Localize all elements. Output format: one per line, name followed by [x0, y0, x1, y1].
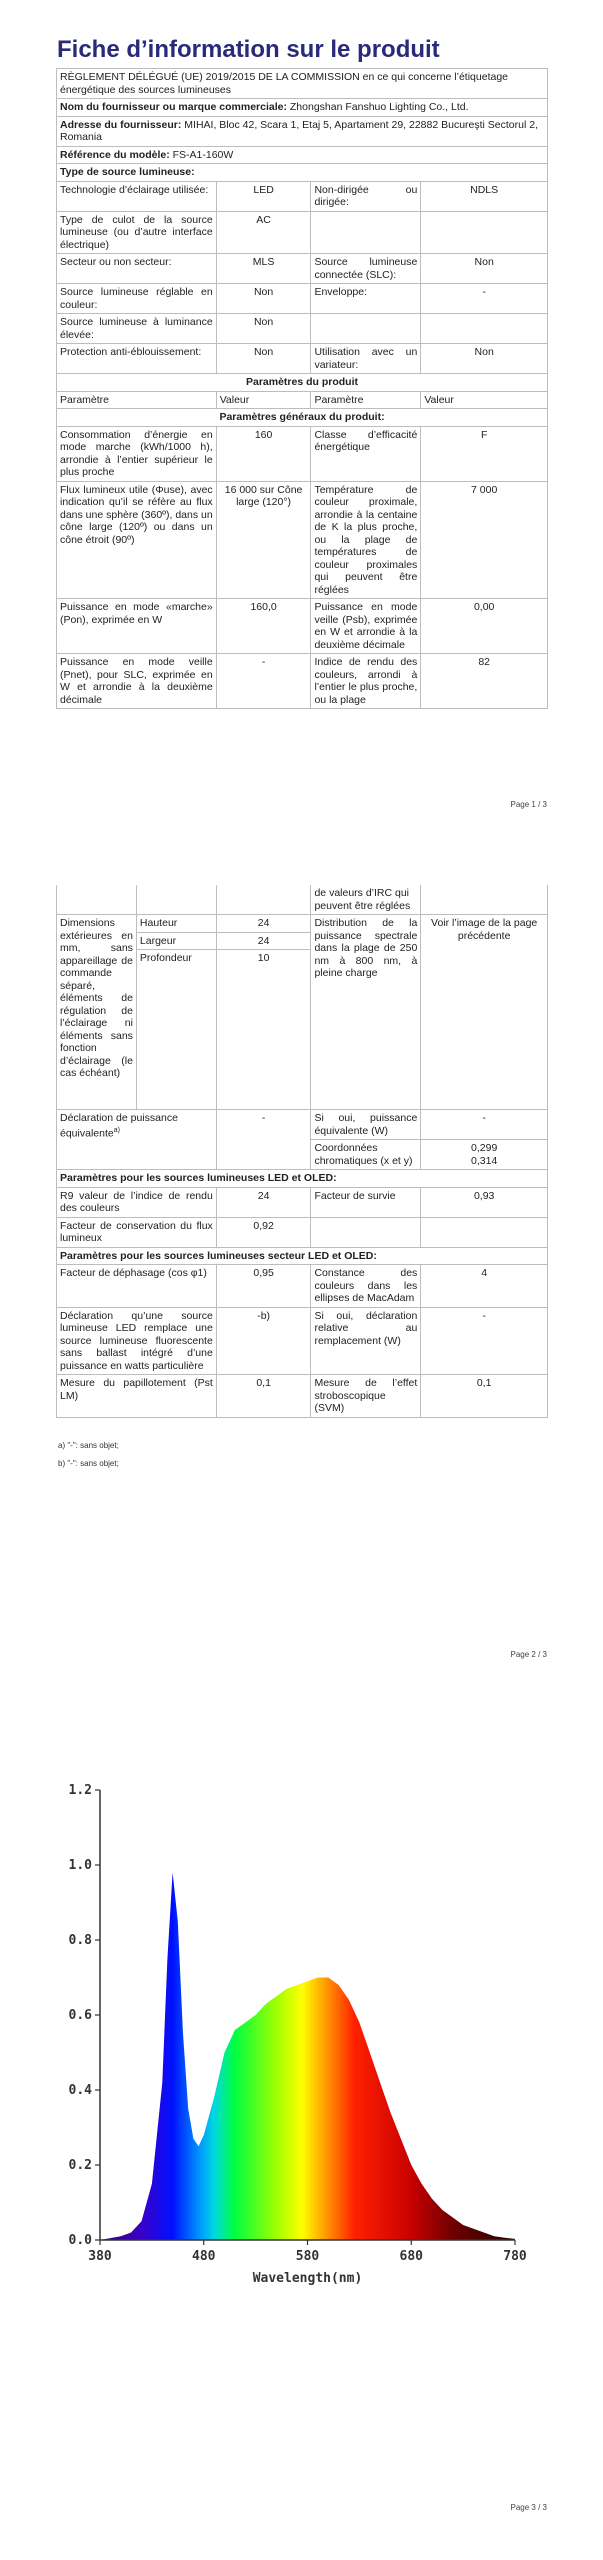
col-value-1: Valeur [216, 391, 311, 409]
general-row-value: 16 000 sur Cône large (120°) [216, 481, 311, 599]
type-row-value: Non [216, 314, 311, 344]
y-tick-label: 0.2 [68, 2158, 92, 2173]
mains-row [57, 1375, 548, 1418]
chroma-x: 0,299 [471, 1142, 498, 1154]
led-row [57, 1187, 548, 1217]
equiv-if-value: - [421, 1110, 548, 1140]
spectrum-series [100, 1873, 515, 2241]
type-row-label: Protection anti-éblouissement: [57, 344, 217, 374]
mains-row-label-2: Constance des couleurs dans les ellipses de MacAdam [311, 1265, 421, 1308]
dim-value-depth: 10 [216, 950, 311, 1110]
general-header: Paramètres généraux du produit: [57, 409, 548, 427]
type-row-value: MLS [216, 254, 311, 284]
led-oled-header: Paramètres pour les sources lumineuses LED et OLED: [57, 1170, 548, 1188]
general-row-value-2: 0,00 [421, 599, 548, 654]
x-tick-label: 580 [295, 2249, 320, 2264]
general-row-label: Puissance en mode veille (Pnet), pour SLC, exprimée en W et arrondie à la deuxième décimale [57, 654, 217, 709]
general-row [57, 481, 548, 599]
y-tick-label: 0.0 [68, 2233, 92, 2248]
equiv-if-label: Si oui, puissance équivalente (W) [311, 1110, 421, 1140]
col-value-2: Valeur [421, 391, 548, 409]
page-number-3: Page 3 / 3 [510, 2503, 547, 2512]
general-row-label-2: Indice de rendu des couleurs, arrondi à l’entier le plus proche, ou la plage [311, 654, 421, 709]
x-tick-label: 380 [88, 2249, 112, 2264]
general-row-value-2: 7 000 [421, 481, 548, 599]
led-row-value-2: 0,93 [421, 1187, 548, 1217]
chroma-y: 0,314 [471, 1154, 498, 1167]
type-row-value: LED [216, 181, 311, 211]
spectral-value: Voir l’image de la page précédente [421, 915, 548, 1110]
general-row-value-2: F [421, 426, 548, 481]
supplier-label: Nom du fournisseur ou marque commerciale: [60, 101, 287, 113]
x-tick-label: 480 [192, 2249, 216, 2264]
mains-row [57, 1307, 548, 1375]
model-value: FS-A1-160W [172, 148, 234, 161]
mains-header: Paramètres pour les sources lumineuses secteur LED et OLED: [57, 1247, 548, 1265]
mains-row-value: 0,1 [216, 1375, 311, 1418]
type-row-value: Non [216, 284, 311, 314]
general-row-label: Puissance en mode «marche» (Pon), exprimée en W [57, 599, 217, 654]
type-row-value: AC [216, 211, 311, 254]
col-param-2: Paramètre [311, 391, 421, 409]
mains-row-label: Déclaration qu’une source lumineuse LED remplace une source lumineuse fluorescente sans ballast intégré d’une puissance en watts particulière [57, 1307, 217, 1375]
footnote-a: a) "-": sans objet; [58, 1441, 119, 1450]
type-row-value-2: Non [421, 254, 548, 284]
general-row-label-2: Température de couleur proximale, arrondie à la centaine de K la plus proche, ou la plage de températures de couleur proximales qui peuvent être réglées [311, 481, 421, 599]
type-row-label-2 [311, 314, 421, 344]
product-info-table-cont [56, 885, 548, 1418]
type-row [57, 254, 548, 284]
dim-value-height: 24 [216, 915, 311, 933]
equiv-label-cell [57, 1110, 217, 1170]
led-row-label-2 [311, 1217, 421, 1247]
y-tick-label: 1.2 [68, 1783, 92, 1798]
mains-row-value-2: 0,1 [421, 1375, 548, 1418]
type-header: Type de source lumineuse: [57, 164, 548, 182]
general-row-value: - [216, 654, 311, 709]
page-number-2: Page 2 / 3 [510, 1650, 547, 1659]
mains-row-value-2: - [421, 1307, 548, 1375]
general-row [57, 654, 548, 709]
equiv-sup: a) [113, 1126, 120, 1134]
document-title: Fiche d’information sur le produit [57, 36, 440, 63]
supplier-row [57, 99, 548, 117]
address-row [57, 116, 548, 146]
y-tick-label: 0.8 [68, 1933, 92, 1948]
dim-value-width: 24 [216, 932, 311, 950]
page-number-1: Page 1 / 3 [510, 800, 547, 809]
type-row-label: Technologie d’éclairage utilisée: [57, 181, 217, 211]
type-row-value-2 [421, 211, 548, 254]
mains-row-value-2: 4 [421, 1265, 548, 1308]
type-row-value-2 [421, 314, 548, 344]
led-row-label: R9 valeur de l’indice de rendu des couleurs [57, 1187, 217, 1217]
general-row-value: 160,0 [216, 599, 311, 654]
type-row-label-2: Source lumineuse connectée (SLC): [311, 254, 421, 284]
regulation-text: RÈGLEMENT DÉLÉGUÉ (UE) 2019/2015 DE LA COMMISSION en ce qui concerne l’étiquetage énergétique des sources lumineuses [57, 69, 548, 99]
x-axis-label: Wavelength(nm) [252, 2271, 363, 2286]
y-tick-label: 0.4 [68, 2083, 92, 2098]
footnote-b: b) "-": sans objet; [58, 1459, 119, 1468]
type-row-value-2: Non [421, 344, 548, 374]
dim-name-depth: Profondeur [136, 950, 216, 1110]
mains-row-value: 0,95 [216, 1265, 311, 1308]
x-tick-label: 780 [503, 2249, 527, 2264]
type-row [57, 284, 548, 314]
general-row [57, 426, 548, 481]
type-row-value: Non [216, 344, 311, 374]
page-2 [0, 885, 603, 1685]
led-row-value-2 [421, 1217, 548, 1247]
type-row-value-2: NDLS [421, 181, 548, 211]
general-row-label: Consommation d’énergie en mode marche (kWh/1000 h), arrondie à l’entier supérieur le plus proche [57, 426, 217, 481]
type-row [57, 181, 548, 211]
y-tick-label: 0.6 [68, 2008, 92, 2023]
mains-row-value: -b) [216, 1307, 311, 1375]
general-row-label-2: Puissance en mode veille (Psb), exprimée en W et arrondie à la deuxième décimale [311, 599, 421, 654]
type-row-label: Type de culot de la source lumineuse (ou d’autre interface électrique) [57, 211, 217, 254]
mains-row-label-2: Si oui, déclaration relative au remplacement (W) [311, 1307, 421, 1375]
mains-row-label: Facteur de déphasage (cos φ1) [57, 1265, 217, 1308]
general-row-label: Flux lumineux utile (Φuse), avec indication qu’il se réfère au flux dans une sphère (360º), dans un cône large (120º) ou dans un cône étroit (90º) [57, 481, 217, 599]
led-row-value: 0,92 [216, 1217, 311, 1247]
address-value: MIHAI, Bloc 42, Scara 1, Etaj 5, Apartament 29, 22882 Bucureşti Sectorul 2, Romania [60, 118, 538, 143]
type-row [57, 211, 548, 254]
model-label: Référence du modèle: [60, 148, 170, 161]
led-row-label-2: Facteur de survie [311, 1187, 421, 1217]
type-row-label-2 [311, 211, 421, 254]
supplier-value: Zhongshan Fanshuo Lighting Co., Ltd. [289, 101, 469, 113]
model-row [57, 146, 548, 164]
product-info-table [56, 68, 548, 709]
type-row [57, 344, 548, 374]
general-row [57, 599, 548, 654]
type-row-label: Source lumineuse réglable en couleur: [57, 284, 217, 314]
page-3 [0, 1720, 603, 2560]
x-tick-label: 680 [399, 2249, 423, 2264]
params-header: Paramètres du produit [57, 374, 548, 392]
type-row-label-2: Enveloppe: [311, 284, 421, 314]
address-label: Adresse du fournisseur: [60, 118, 182, 131]
mains-row [57, 1265, 548, 1308]
type-row-label-2: Non-dirigée ou dirigée: [311, 181, 421, 211]
spectral-label: Distribution de la puissance spectrale dans la plage de 250 nm à 800 nm, à pleine charge [311, 915, 421, 1110]
mains-row-label: Mesure du papillotement (Pst LM) [57, 1375, 217, 1418]
general-row-label-2: Classe d’efficacité énergétique [311, 426, 421, 481]
page-1 [0, 0, 603, 830]
led-row-value: 24 [216, 1187, 311, 1217]
mains-row-label-2: Mesure de l’effet stroboscopique (SVM) [311, 1375, 421, 1418]
irc-cont: de valeurs d’IRC qui peuvent être réglées [311, 885, 421, 915]
type-row-label: Secteur ou non secteur: [57, 254, 217, 284]
type-row [57, 314, 548, 344]
led-row [57, 1217, 548, 1247]
dims-label: Dimensions extérieures en mm, sans appareillage de commande séparé, éléments de régulation de l’éclairage ni éléments sans fonction d’éclairage (le cas échéant) [57, 915, 137, 1110]
led-row-label: Facteur de conservation du flux lumineux [57, 1217, 217, 1247]
general-row-value: 160 [216, 426, 311, 481]
equiv-value: - [216, 1110, 311, 1170]
spectrum-chart [0, 1750, 603, 2290]
equiv-label: Déclaration de puissance équivalente [60, 1112, 178, 1139]
y-tick-label: 1.0 [68, 1858, 92, 1873]
chroma-label: Coordonnées chromatiques (x et y) [311, 1140, 421, 1170]
general-row-value-2: 82 [421, 654, 548, 709]
type-row-label-2: Utilisation avec un variateur: [311, 344, 421, 374]
type-row-label: Source lumineuse à luminance élevée: [57, 314, 217, 344]
dim-name-height: Hauteur [136, 915, 216, 933]
col-param-1: Paramètre [57, 391, 217, 409]
dim-name-width: Largeur [136, 932, 216, 950]
type-row-value-2: - [421, 284, 548, 314]
chroma-values [421, 1140, 548, 1170]
